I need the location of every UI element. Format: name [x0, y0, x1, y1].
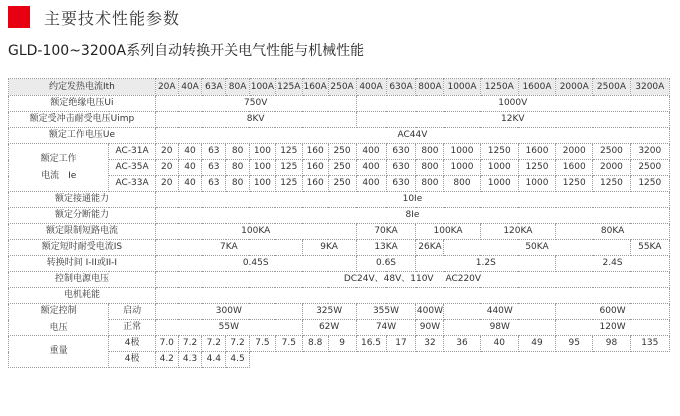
header-cell: 1250A — [480, 79, 518, 96]
table-cell: 4.4 — [202, 352, 226, 368]
row-label: 额定分断能力 — [9, 208, 156, 224]
table-cell: 250 — [328, 144, 356, 160]
row-label: 额定工作电压Ue — [9, 128, 156, 144]
table-cell: 2000 — [593, 160, 630, 176]
table-cell: 7.0 — [155, 336, 178, 352]
table-cell: 9 — [328, 336, 356, 352]
header-cell: 2000A — [556, 79, 593, 96]
table-cell: 49 — [518, 336, 555, 352]
table-row — [9, 128, 670, 144]
table-cell: 325W — [302, 304, 356, 320]
row-label: 额定绝缘电压Ui — [9, 96, 156, 112]
table-cell: 1000 — [480, 176, 518, 192]
table-header-row — [9, 79, 670, 96]
table-row — [9, 304, 670, 320]
row-label: 额定接通能力 — [9, 192, 156, 208]
table-cell: 32 — [416, 336, 444, 352]
table-cell: 12KV — [356, 112, 669, 128]
row-label-line: 额定控制 — [40, 305, 77, 316]
table-cell: 55W — [155, 320, 302, 336]
table-cell: 8.8 — [302, 336, 328, 352]
header-cell: 3200A — [630, 79, 669, 96]
table-cell: 7.2 — [202, 336, 226, 352]
category-label: 4极 — [109, 336, 156, 352]
table-cell: 100KA — [416, 224, 480, 240]
header-cell: 125A — [275, 79, 302, 96]
table-row — [9, 256, 670, 272]
table-cell: 1000 — [444, 160, 480, 176]
table-cell: 20 — [155, 176, 178, 192]
table-cell: 160 — [302, 160, 328, 176]
table-cell: 98W — [444, 320, 556, 336]
table-row — [9, 112, 670, 128]
table-cell: 70KA — [356, 224, 416, 240]
row-label: 额定短时耐受电流IS — [9, 240, 156, 256]
table-cell: 1250 — [630, 176, 669, 192]
header-cell: 400A — [356, 79, 386, 96]
table-cell: 20 — [155, 144, 178, 160]
table-cell: 7.5 — [275, 336, 302, 352]
table-cell: 40 — [178, 144, 202, 160]
category-label: AC-31A — [109, 144, 156, 160]
table-row — [9, 272, 670, 288]
row-label-line: 电流 Ie — [41, 170, 77, 181]
table-cell: 1600 — [518, 144, 555, 160]
header-cell: 20A — [155, 79, 178, 96]
table-cell: AC44V — [155, 128, 669, 144]
table-cell: 100 — [249, 160, 275, 176]
table-cell: 120W — [556, 320, 670, 336]
table-row — [9, 208, 670, 224]
table-cell: 40 — [178, 176, 202, 192]
header-cell: 1600A — [518, 79, 555, 96]
category-label: AC-35A — [109, 160, 156, 176]
table-cell: 300W — [155, 304, 302, 320]
section-title: 主要技术性能参数 — [44, 8, 181, 28]
table-row — [9, 224, 670, 240]
category-label: 正常 — [109, 320, 156, 336]
table-cell: DC24V、48V、110V AC220V — [155, 272, 669, 288]
header-cell: 800A — [416, 79, 444, 96]
table-cell: 440W — [444, 304, 556, 320]
table-cell: 0.6S — [356, 256, 416, 272]
header-cell: 63A — [202, 79, 226, 96]
table-cell: 63 — [202, 160, 226, 176]
table-cell: 98 — [593, 336, 630, 352]
table-cell: 1000 — [444, 144, 480, 160]
table-cell: 26KA — [416, 240, 444, 256]
table-cell: 17 — [386, 336, 416, 352]
table-cell: 3200 — [630, 144, 669, 160]
table-cell: 1000 — [480, 160, 518, 176]
table-cell: 7.2 — [178, 336, 202, 352]
table-cell: 250 — [328, 160, 356, 176]
table-cell: 62W — [302, 320, 356, 336]
table-cell: 4.3 — [178, 352, 202, 368]
category-label: 启动 — [109, 304, 156, 320]
table-cell: 2500 — [630, 160, 669, 176]
table-cell: 1.2S — [416, 256, 556, 272]
table-row — [9, 96, 670, 112]
table-cell: 50KA — [444, 240, 630, 256]
table-cell: 40 — [480, 336, 518, 352]
table-row — [9, 288, 670, 304]
header-cell: 2500A — [593, 79, 630, 96]
header-cell: 160A — [302, 79, 328, 96]
category-label: AC-33A — [109, 176, 156, 192]
table-cell: 1250 — [480, 144, 518, 160]
header-cell: 100A — [249, 79, 275, 96]
header-cell: 630A — [386, 79, 416, 96]
table-cell: 125 — [275, 160, 302, 176]
header-cell: 1000A — [444, 79, 480, 96]
table-cell: 7.2 — [226, 336, 250, 352]
table-cell: 600W — [556, 304, 670, 320]
red-square-icon — [8, 6, 30, 28]
table-cell: 8KV — [155, 112, 356, 128]
table-cell: 800 — [416, 176, 444, 192]
table-cell: 250 — [328, 176, 356, 192]
table-cell: 800 — [416, 144, 444, 160]
row-label: 电机耗能 — [9, 288, 156, 304]
table-cell: 1000V — [356, 96, 669, 112]
row-label-line: 电压 — [49, 322, 68, 333]
table-cell: 800 — [416, 160, 444, 176]
table-cell: 100 — [249, 176, 275, 192]
table-cell: 4.2 — [155, 352, 178, 368]
table-cell — [155, 288, 669, 304]
table-cell: 400 — [356, 144, 386, 160]
header-cell: 250A — [328, 79, 356, 96]
table-cell: 630 — [386, 176, 416, 192]
table-cell: 13KA — [356, 240, 416, 256]
table-cell: 100 — [249, 144, 275, 160]
row-label: 控制电源电压 — [9, 272, 156, 288]
table-row — [9, 240, 670, 256]
table-cell: 135 — [630, 336, 669, 352]
header-cell: 40A — [178, 79, 202, 96]
row-label: 重量 — [9, 336, 109, 368]
table-cell: 16.5 — [356, 336, 386, 352]
table-cell: 1600 — [556, 160, 593, 176]
table-cell: 100KA — [155, 224, 356, 240]
table-row — [9, 144, 670, 160]
header-label: 约定发热电流Ith — [9, 79, 156, 96]
spec-subtitle: GLD-100~3200A系列自动转换开关电气性能与机械性能 — [8, 43, 365, 59]
table-cell: 125 — [275, 176, 302, 192]
table-cell: 355W — [356, 304, 416, 320]
table-cell: 750V — [155, 96, 356, 112]
table-cell: 8Ie — [155, 208, 669, 224]
table-cell: 800 — [444, 176, 480, 192]
row-label — [9, 144, 109, 192]
table-cell: 9KA — [302, 240, 356, 256]
row-label: 额定限制短路电流 — [9, 224, 156, 240]
table-cell: 2000 — [556, 144, 593, 160]
header-cell: 80A — [226, 79, 250, 96]
table-cell: 0.45S — [155, 256, 356, 272]
table-cell: 80 — [226, 160, 250, 176]
table-cell: 90W — [416, 320, 444, 336]
table-cell: 400W — [416, 304, 444, 320]
table-cell: 1250 — [518, 160, 555, 176]
table-cell: 1250 — [556, 176, 593, 192]
row-label-line: 额定工作 — [40, 153, 77, 164]
row-label: 转换时间 I-II或II-I — [9, 256, 156, 272]
table-cell: 120KA — [480, 224, 556, 240]
table-cell: 80 — [226, 176, 250, 192]
table-cell: 80 — [226, 144, 250, 160]
table-row — [9, 192, 670, 208]
table-cell: 4.5 — [226, 352, 250, 368]
table-cell: 36 — [444, 336, 480, 352]
table-cell: 63 — [202, 144, 226, 160]
category-label: 4极 — [109, 352, 156, 368]
table-cell: 63 — [202, 176, 226, 192]
row-label — [9, 304, 109, 336]
table-cell: 2.4S — [556, 256, 670, 272]
table-cell: 80KA — [556, 224, 670, 240]
section-header — [8, 6, 180, 28]
table-cell — [249, 352, 669, 368]
table-cell: 20 — [155, 160, 178, 176]
table-cell: 7KA — [155, 240, 302, 256]
table-cell: 630 — [386, 144, 416, 160]
spec-table — [8, 78, 670, 368]
table-cell: 55KA — [630, 240, 669, 256]
row-label: 额定受冲击耐受电压Uimp — [9, 112, 156, 128]
table-cell: 630 — [386, 160, 416, 176]
table-cell: 400 — [356, 176, 386, 192]
table-cell: 160 — [302, 176, 328, 192]
table-cell: 95 — [556, 336, 593, 352]
table-cell: 160 — [302, 144, 328, 160]
table-cell: 1250 — [593, 176, 630, 192]
table-cell: 74W — [356, 320, 416, 336]
table-cell: 40 — [178, 160, 202, 176]
table-row — [9, 336, 670, 352]
table-cell: 400 — [356, 160, 386, 176]
table-cell: 125 — [275, 144, 302, 160]
table-cell: 7.5 — [249, 336, 275, 352]
table-cell: 1000 — [518, 176, 555, 192]
table-cell: 10Ie — [155, 192, 669, 208]
table-cell: 2500 — [593, 144, 630, 160]
